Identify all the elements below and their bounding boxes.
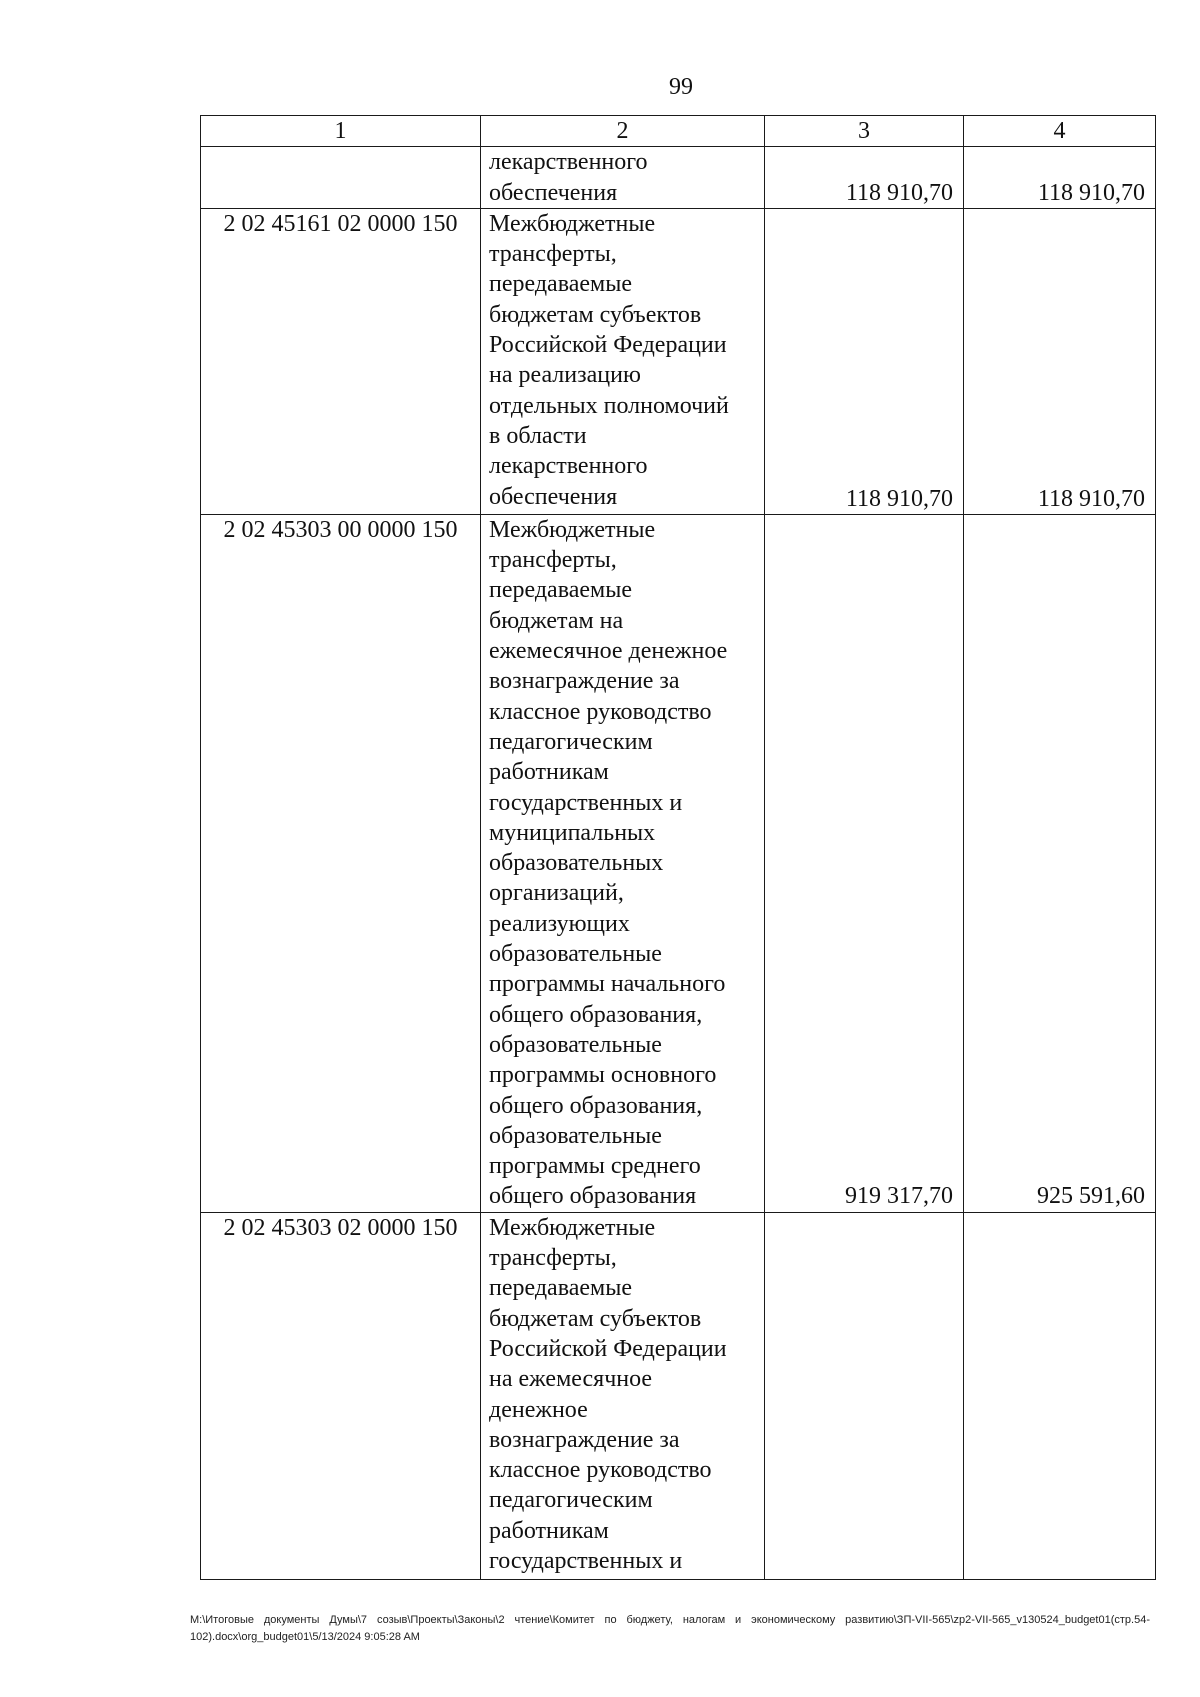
amount-col4-cell: 118 910,70 — [964, 147, 1156, 209]
header-cell: 1 — [201, 116, 481, 147]
description-line: педагогическим — [489, 728, 653, 755]
description-line: работникам — [489, 759, 609, 786]
budget-code-cell: 2 02 45303 02 0000 150 — [201, 1212, 481, 1579]
description-line: денежное — [489, 1396, 588, 1423]
description-line: образовательные — [489, 941, 662, 968]
description-line: Межбюджетные — [489, 1214, 656, 1241]
description-line: бюджетам на — [489, 607, 624, 634]
description-line: программы среднего — [489, 1153, 701, 1180]
description-line: на реализацию — [489, 362, 641, 389]
description-line: Российской Федерации — [489, 332, 727, 359]
table-row — [201, 1212, 1156, 1579]
description-line: отдельных полномочий — [489, 392, 729, 419]
budget-code-cell — [201, 147, 481, 209]
page-number: 99 — [669, 74, 693, 100]
description-line: общего образования, — [489, 1092, 703, 1119]
description-line: программы основного — [489, 1062, 717, 1089]
description-line: работникам — [489, 1517, 609, 1544]
description-cell — [481, 208, 765, 514]
description-line: Российской Федерации — [489, 1335, 727, 1362]
description-line: Межбюджетные — [489, 210, 656, 237]
description-line: вознаграждение за — [489, 1426, 680, 1453]
description-line: государственных и — [489, 1547, 683, 1574]
amount-col3-cell: 118 910,70 — [765, 208, 964, 514]
budget-table-container — [200, 115, 1155, 1576]
description-line: в области — [489, 422, 587, 449]
description-line: организаций, — [489, 880, 624, 907]
description-line: образовательные — [489, 1122, 662, 1149]
description-line: образовательные — [489, 1031, 662, 1058]
amount-col3-cell: 118 910,70 — [765, 147, 964, 209]
description-cell — [481, 147, 765, 209]
amount-col3-cell: 919 317,70 — [765, 514, 964, 1212]
description-line: реализующих — [489, 910, 630, 937]
amount-col4-cell — [964, 1212, 1156, 1579]
budget-table — [200, 115, 1156, 1580]
budget-code-cell: 2 02 45303 00 0000 150 — [201, 514, 481, 1212]
header-cell: 4 — [964, 116, 1156, 147]
description-line: бюджетам субъектов — [489, 1305, 702, 1332]
description-line: на ежемесячное — [489, 1366, 653, 1393]
table-row — [201, 147, 1156, 209]
description-line: трансферты, — [489, 1245, 617, 1272]
description-cell — [481, 514, 765, 1212]
header-cell: 3 — [765, 116, 964, 147]
amount-col4-cell: 118 910,70 — [964, 208, 1156, 514]
description-line: образовательных — [489, 850, 664, 877]
table-row — [201, 514, 1156, 1212]
description-cell — [481, 1212, 765, 1579]
document-path-footer: M:\Итоговые документы Думы\7 созыв\Проекты\Законы\2 чтение\Комитет по бюджету, налогам и экономическому развитию\ЗП-VII-565\zp2-VII-565_v130524_budget01(стр.54-102).docx\org_budget01\5/13/2024 9:05:28 AM — [190, 1614, 1150, 1643]
description-line: лекарственного — [489, 453, 648, 480]
description-line: передаваемые — [489, 271, 632, 298]
table-header-row — [201, 116, 1156, 147]
description-line: передаваемые — [489, 1275, 632, 1302]
description-line: общего образования, — [489, 1001, 703, 1028]
description-line: лекарственного — [489, 149, 648, 176]
description-line: трансферты, — [489, 241, 617, 268]
description-line: муниципальных — [489, 819, 656, 846]
description-line: государственных и — [489, 789, 683, 816]
description-line: обеспечения — [489, 179, 618, 206]
description-line: обеспечения — [489, 483, 618, 510]
table-row — [201, 208, 1156, 514]
description-line: классное руководство — [489, 698, 712, 725]
description-line: передаваемые — [489, 577, 632, 604]
budget-code-cell: 2 02 45161 02 0000 150 — [201, 208, 481, 514]
description-line: педагогическим — [489, 1487, 653, 1514]
description-line: ежемесячное денежное — [489, 638, 728, 665]
amount-col3-cell — [765, 1212, 964, 1579]
header-cell: 2 — [481, 116, 765, 147]
description-line: общего образования — [489, 1183, 697, 1210]
description-line: трансферты, — [489, 547, 617, 574]
description-line: классное руководство — [489, 1457, 712, 1484]
description-line: бюджетам субъектов — [489, 301, 702, 328]
description-line: Межбюджетные — [489, 516, 656, 543]
description-line: программы начального — [489, 971, 726, 998]
description-line: вознаграждение за — [489, 668, 680, 695]
amount-col4-cell: 925 591,60 — [964, 514, 1156, 1212]
